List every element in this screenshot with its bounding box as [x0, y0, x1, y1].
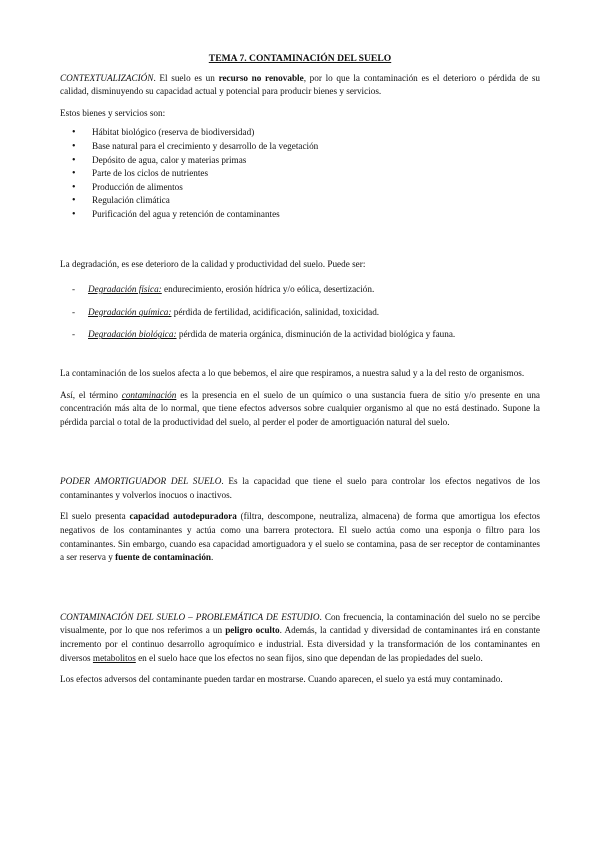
- bienes-list: [60, 126, 540, 221]
- document-title: TEMA 7. CONTAMINACIÓN DEL SUELO: [208, 53, 392, 64]
- list-item: • Parte de los ciclos de nutrientes: [92, 167, 540, 181]
- problematica-text-1: . Con frecuencia, la contaminación del suelo no se percibe visualmente, por lo que nos referimos a un: [60, 611, 540, 636]
- contextualizacion-paragraph: [60, 72, 540, 99]
- contextualizacion-text-2: , por lo que la contaminación es el deterioro o pérdida de su calidad, disminuyendo su capacidad actual y potencial para producir bienes y servicios.: [60, 72, 540, 97]
- list-item: [88, 328, 540, 342]
- list-item: • Hábitat biológico (reserva de biodiversidad): [92, 126, 540, 140]
- list-item: • Base natural para el crecimiento y desarrollo de la vegetación: [92, 140, 540, 154]
- degradacion-list: [60, 283, 540, 342]
- metabolitos-term: metabolitos: [92, 652, 136, 663]
- poder-paragraph: [60, 475, 540, 502]
- degradacion-label: Degradación química:: [88, 306, 172, 317]
- peligro-oculto: peligro oculto: [225, 625, 280, 636]
- bienes-intro: Estos bienes y servicios son:: [60, 107, 166, 118]
- problematica-paragraph: [60, 611, 540, 665]
- contaminacion-term: contaminación: [121, 389, 177, 400]
- termino-text-2: es la presencia en el suelo de un químico o una sustancia fuera de sitio y/o presente en una concentración más alta de lo normal, que tiene efectos adversos sobre cualquier organismo al que no está destinado. Supone la pérdida parcial o total de la productividad del suelo, al perder el poder de amortiguación natural del suelo.: [60, 389, 540, 427]
- contextualizacion-text-1: . El suelo es un: [153, 72, 219, 83]
- presenta-text-2: (filtra, descompone, neutraliza, almacena) de forma que amortigua los efectos negativos de los contaminantes y actúa como una barrera protectora. El suelo actúa como una esponja o filtro para los contaminantes. Sin embargo, cuando esa capacidad amortiguadora y el suelo se contamina, pasa de ser receptor de contaminantes a ser reserva y: [60, 511, 540, 563]
- termino-paragraph: [60, 389, 540, 430]
- presenta-paragraph: [60, 510, 540, 564]
- degradacion-text: pérdida de materia orgánica, disminución de la actividad biológica y fauna.: [176, 329, 456, 340]
- problematica-text-3: en el suelo hace que los efectos no sean fijos, sino que dependan de las propiedades del suelo.: [135, 652, 483, 663]
- termino-text-1: Así, el término: [60, 389, 122, 400]
- efectos-paragraph: Los efectos adversos del contaminante pueden tardar en mostrarse. Cuando aparecen, el suelo ya está muy contaminado.: [60, 674, 503, 685]
- afecta-paragraph: La contaminación de los suelos afecta a lo que bebemos, el aire que respiramos, a nuestra salud y a la del resto de organismos.: [60, 367, 525, 378]
- list-item: [88, 306, 540, 320]
- poder-text: . Es la capacidad que tiene el suelo para controlar los efectos negativos de los contaminantes y volverlos inocuos o inactivos.: [60, 476, 540, 500]
- problematica-heading: CONTAMINACIÓN DEL SUELO – PROBLEMÁTICA DE ESTUDIO: [60, 611, 320, 622]
- presenta-text-3: .: [211, 552, 214, 563]
- degradacion-text: endurecimiento, erosión hídrica y/o eólica, desertización.: [161, 284, 375, 295]
- degradacion-text: pérdida de fertilidad, acidificación, salinidad, toxicidad.: [171, 306, 380, 317]
- list-item: [88, 283, 540, 297]
- presenta-text-1: El suelo presenta: [60, 511, 130, 522]
- degradacion-label: Degradación biológica:: [88, 329, 177, 340]
- capacidad-autodepuradora: capacidad autodepuradora: [129, 511, 237, 522]
- poder-heading: PODER AMORTIGUADOR DEL SUELO: [60, 476, 222, 487]
- degradacion-label: Degradación física:: [88, 284, 162, 295]
- fuente-de-contaminacion: fuente de contaminación: [115, 552, 212, 563]
- list-item: • Producción de alimentos: [92, 181, 540, 195]
- list-item: • Purificación del agua y retención de contaminantes: [92, 208, 540, 222]
- list-item: • Depósito de agua, calor y materias primas: [92, 154, 540, 168]
- list-item: • Regulación climática: [92, 194, 540, 208]
- recurso-no-renovable: recurso no renovable: [218, 72, 304, 83]
- problematica-text-2: . Además, la cantidad y diversidad de contaminantes irá en constante incremento por el continuo desarrollo agroquímico e industrial. Esta diversidad y la transformación de los contaminantes en diversos: [60, 625, 540, 663]
- degradacion-intro: La degradación, es ese deterioro de la calidad y productividad del suelo. Puede ser:: [60, 258, 366, 269]
- contextualizacion-heading: CONTEXTUALIZACIÓN: [60, 72, 154, 83]
